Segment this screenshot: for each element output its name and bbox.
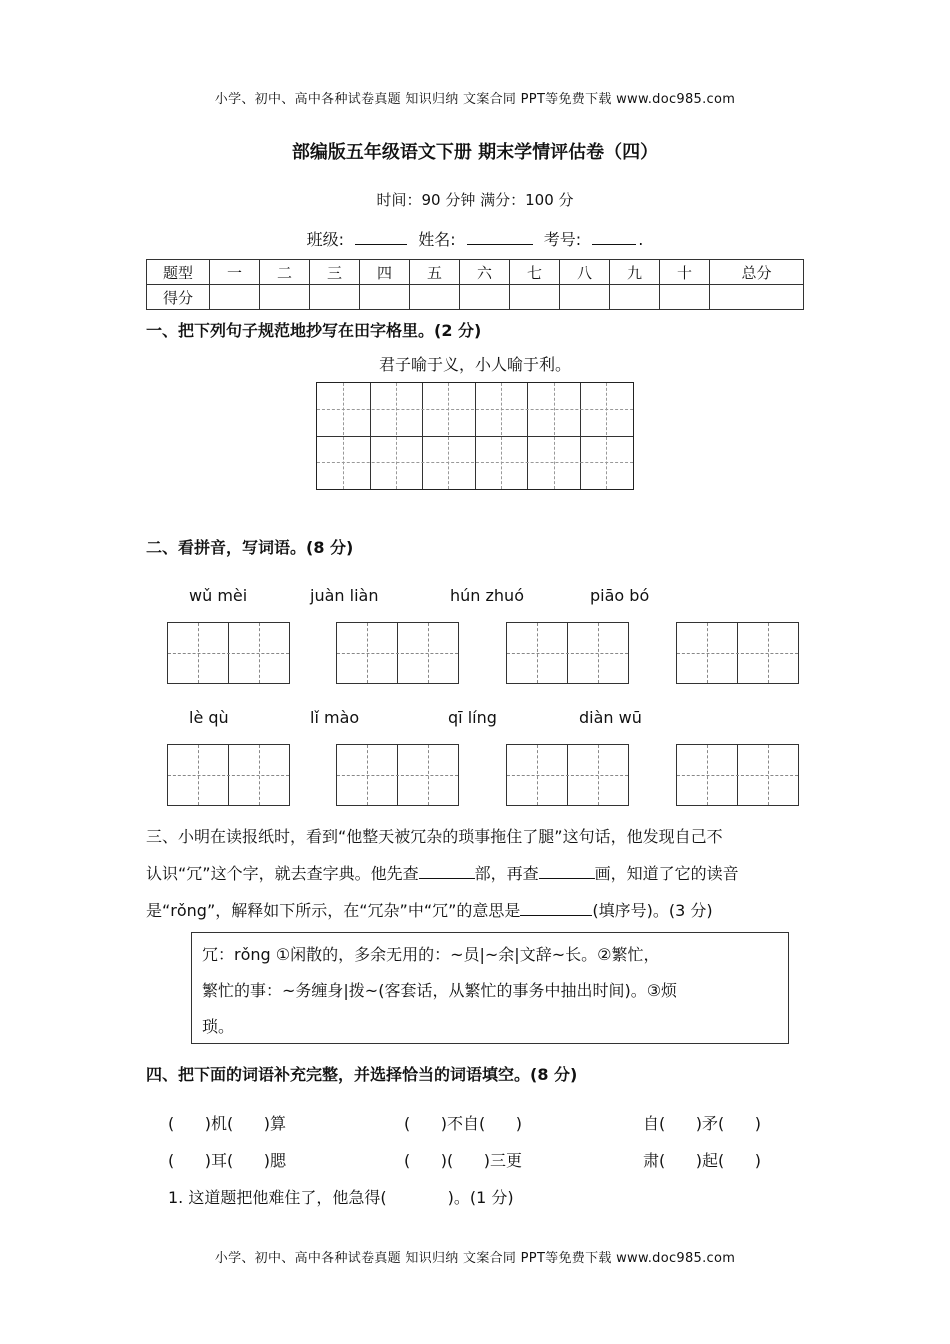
- score-input[interactable]: [510, 285, 560, 310]
- idiom-item[interactable]: ( )机( )算: [168, 1114, 287, 1133]
- q3-line-1: 三、小明在读报纸时，看到“他整天被冗杂的琐事拖住了腿”这句话，他发现自己不: [146, 827, 723, 846]
- writing-box[interactable]: [506, 744, 629, 806]
- q3-text: 是“rǒng”，解释如下所示，在“冗杂”中“冗”的意思是: [146, 901, 521, 920]
- class-blank[interactable]: [355, 230, 407, 245]
- idiom-item[interactable]: ( )不自( ): [404, 1114, 523, 1133]
- score-cell: 得分: [147, 285, 210, 310]
- score-input[interactable]: [410, 285, 460, 310]
- exam-number-blank[interactable]: [592, 230, 636, 245]
- writing-box[interactable]: [676, 622, 799, 684]
- pinyin-label: juàn liàn: [310, 586, 379, 605]
- dict-line: 冗：rǒng ①闲散的，多余无用的：~员|~余|文辞~长。②繁忙，: [202, 945, 660, 964]
- score-input[interactable]: [610, 285, 660, 310]
- score-cell: 总分: [710, 260, 804, 285]
- idiom-item[interactable]: 自( )矛( ): [643, 1114, 762, 1133]
- score-input[interactable]: [260, 285, 310, 310]
- meaning-blank[interactable]: [520, 900, 592, 916]
- writing-box[interactable]: [167, 744, 290, 806]
- score-input[interactable]: [360, 285, 410, 310]
- pinyin-label: lǐ mào: [310, 708, 360, 727]
- idiom-item[interactable]: ( )( )三更: [404, 1151, 523, 1170]
- writing-box[interactable]: [336, 622, 459, 684]
- q3-text: 认识“冗”这个字，就去查字典。他先查: [146, 864, 419, 883]
- tianzi-grid[interactable]: [316, 382, 634, 490]
- score-cell: 四: [360, 260, 410, 285]
- page-footer: 小学、初中、高中各种试卷真题 知识归纳 文案合同 PPT等免费下载 www.doc985.com: [214, 1251, 736, 1266]
- name-label: 姓名:: [418, 230, 456, 249]
- page-header: 小学、初中、高中各种试卷真题 知识归纳 文案合同 PPT等免费下载 www.doc985.com: [214, 92, 736, 107]
- score-input[interactable]: [710, 285, 804, 310]
- page-title: 部编版五年级语文下册 期末学情评估卷（四）: [291, 142, 659, 163]
- writing-box[interactable]: [167, 622, 290, 684]
- score-cell: 八: [560, 260, 610, 285]
- exam-meta: 时间：90 分钟 满分：100 分: [376, 191, 574, 209]
- pinyin-label: wǔ mèi: [189, 586, 248, 605]
- class-label: 班级:: [306, 230, 345, 249]
- score-cell: 六: [460, 260, 510, 285]
- score-value-row: [147, 285, 804, 310]
- dictionary-entry-box: [191, 932, 789, 1044]
- pinyin-label: qī líng: [448, 708, 497, 727]
- stroke-blank[interactable]: [539, 863, 595, 879]
- fill-question-1[interactable]: 1. 这道题把他难住了，他急得( )。(1 分): [168, 1188, 514, 1207]
- score-input[interactable]: [210, 285, 260, 310]
- score-cell: 三: [310, 260, 360, 285]
- student-info: [0, 227, 950, 250]
- q3-text: (填序号)。(3 分): [592, 901, 713, 920]
- writing-box[interactable]: [506, 622, 629, 684]
- score-input[interactable]: [560, 285, 610, 310]
- score-cell: 题型: [147, 260, 210, 285]
- score-cell: 九: [610, 260, 660, 285]
- radical-blank[interactable]: [419, 863, 475, 879]
- q3-line-2: [146, 855, 836, 892]
- q3-text: 画，知道了它的读音: [594, 864, 739, 883]
- info-end: .: [638, 230, 644, 249]
- section-3-question: [146, 818, 836, 929]
- q3-text: 部，再查: [474, 864, 539, 883]
- section-2-heading: 二、看拼音，写词语。(8 分): [146, 538, 354, 557]
- score-cell: 二: [260, 260, 310, 285]
- score-input[interactable]: [460, 285, 510, 310]
- pinyin-label: piāo bó: [590, 586, 650, 605]
- writing-box[interactable]: [336, 744, 459, 806]
- exam-number-label: 考号:: [543, 230, 582, 249]
- pinyin-label: diàn wū: [579, 708, 642, 727]
- idiom-item[interactable]: ( )耳( )腮: [168, 1151, 287, 1170]
- score-header-row: [147, 260, 804, 285]
- score-cell: 七: [510, 260, 560, 285]
- score-cell: 五: [410, 260, 460, 285]
- pinyin-label: hún zhuó: [450, 586, 524, 605]
- score-input[interactable]: [660, 285, 710, 310]
- idiom-item[interactable]: 肃( )起( ): [643, 1151, 762, 1170]
- dict-line: 琐。: [202, 1017, 235, 1036]
- score-input[interactable]: [310, 285, 360, 310]
- score-cell: 十: [660, 260, 710, 285]
- copy-sentence: 君子喻于义，小人喻于利。: [378, 355, 571, 374]
- writing-box[interactable]: [676, 744, 799, 806]
- pinyin-label: lè qù: [189, 708, 229, 727]
- score-cell: 一: [210, 260, 260, 285]
- dict-line: 繁忙的事：~务缠身|拨~(客套话，从繁忙的事务中抽出时间)。③烦: [202, 981, 678, 1000]
- section-1-heading: 一、把下列句子规范地抄写在田字格里。(2 分): [146, 321, 482, 340]
- section-4-heading: 四、把下面的词语补充完整，并选择恰当的词语填空。(8 分): [146, 1065, 578, 1084]
- score-table: [146, 259, 804, 310]
- name-blank[interactable]: [467, 230, 533, 245]
- q3-line-3: [146, 892, 836, 929]
